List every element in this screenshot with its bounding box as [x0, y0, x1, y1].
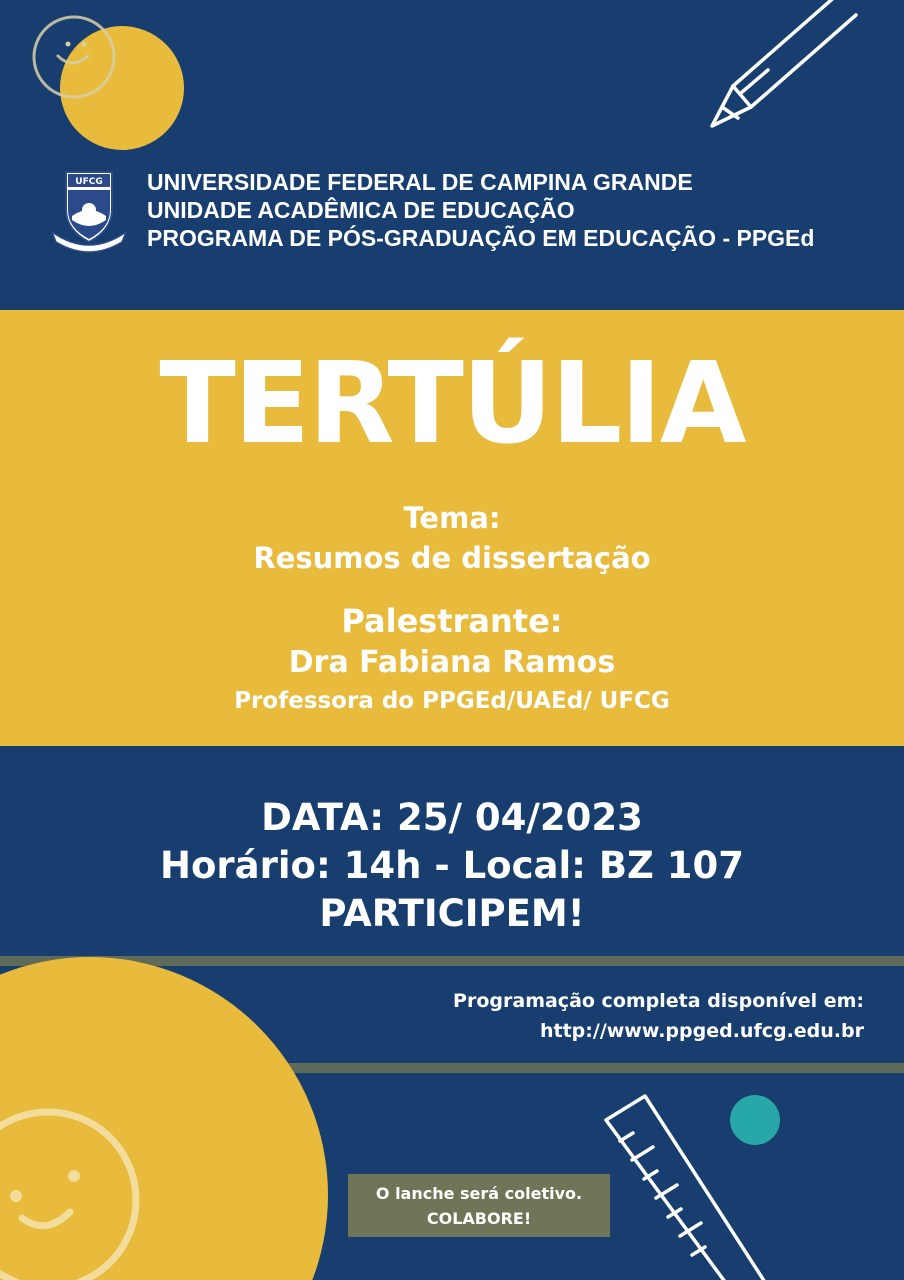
yellow-circle-icon	[60, 26, 184, 150]
ufcg-crest-icon	[48, 166, 130, 254]
program-text: Programação completa disponível em:	[453, 990, 864, 1012]
program-name: PROGRAMA DE PÓS-GRADUAÇÃO EM EDUCAÇÃO - PPGEd	[147, 225, 815, 251]
snack-notice	[348, 1174, 610, 1237]
snack-line2: COLABORE!	[426, 1209, 532, 1228]
event-call-to-action: PARTICIPEM!	[319, 892, 585, 935]
institution-header	[147, 168, 814, 252]
speaker-role: Professora do PPGEd/UAEd/ UFCG	[234, 688, 670, 714]
program-info	[453, 986, 864, 1046]
ufcg-logo	[48, 166, 130, 254]
yellow-circle-icon	[0, 957, 328, 1280]
pencil-icon	[712, 0, 856, 126]
event-date: DATA: 25/ 04/2023	[261, 796, 643, 839]
logo-text: UFCG	[75, 177, 103, 187]
event-details	[0, 794, 904, 938]
academic-unit: UNIDADE ACADÊMICA DE EDUCAÇÃO	[147, 197, 575, 223]
theme-label: Tema:	[403, 501, 501, 535]
event-time-place: Horário: 14h - Local: BZ 107	[160, 844, 744, 887]
speaker-name: Dra Fabiana Ramos	[288, 645, 616, 680]
program-url[interactable]: http://www.ppged.ufcg.edu.br	[539, 1020, 864, 1042]
event-title: TERTÚLIA	[159, 339, 745, 469]
teal-circle-icon	[730, 1095, 780, 1145]
theme-value: Resumos de dissertação	[253, 541, 651, 575]
speaker-label: Palestrante:	[341, 602, 563, 640]
snack-line1: O lanche será coletivo.	[375, 1184, 583, 1203]
university-name: UNIVERSIDADE FEDERAL DE CAMPINA GRANDE	[147, 169, 693, 195]
